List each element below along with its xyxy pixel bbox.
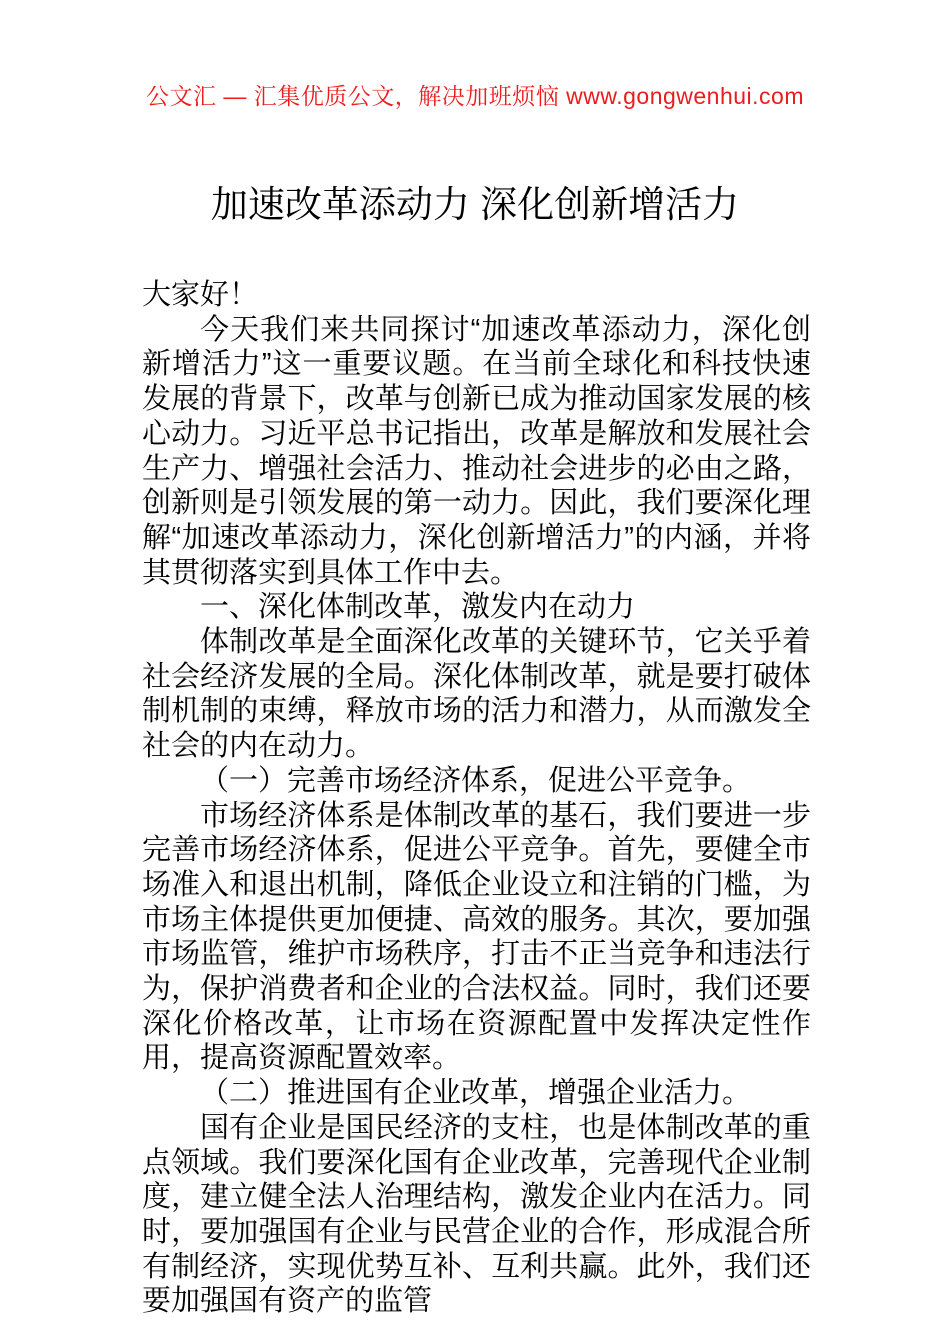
document-body	[142, 278, 811, 1319]
document-title: 加速改革添动力 深化创新增活力	[210, 184, 740, 225]
section-heading-1: 一、深化体制改革，激发内在动力	[200, 591, 636, 624]
subsection-heading-1-1: （一）完善市场经济体系，促进公平竞争。	[200, 764, 752, 797]
subsection-heading-1-2: （二）推进国有企业改革，增强企业活力。	[200, 1077, 752, 1110]
paragraph-subsection-1-1: 市场经济体系是体制改革的基石，我们要进一步完善市场经济体系，促进公平竞争。首先，要健全市场准入和退出机制，降低企业设立和注销的门槛，为市场主体提供更加便捷、高效的服务。其次，要加强市场监管，维护市场秩序，打击不正当竞争和违法行为，保护消费者和企业的合法权益。同时，我们还要深化价格改革，让市场在资源配置中发挥决定性作用，提高资源配置效率。	[142, 799, 811, 1075]
paragraph-section-1-intro: 体制改革是全面深化改革的关键环节，它关乎着社会经济发展的全局。深化体制改革，就是要打破体制机制的束缚，释放市场的活力和潜力，从而激发全社会的内在动力。	[142, 626, 811, 763]
site-watermark-header: 公文汇 — 汇集优质公文，解决加班烦恼 www.gongwenhui.com	[145, 83, 804, 109]
paragraph-greeting: 大家好！	[142, 279, 259, 311]
paragraph-intro: 今天我们来共同探讨“加速改革添动力，深化创新增活力”这一重要议题。在当前全球化和科技快速发展的背景下，改革与创新已成为推动国家发展的核心动力。习近平总书记指出，改革是解放和发展社会生产力、增强社会活力、推动社会进步的必由之路，创新则是引领发展的第一动力。因此，我们要深化理解“加速改革添动力，深化创新增活力”的内涵，并将其贯彻落实到具体工作中去。	[142, 313, 811, 589]
paragraph-subsection-1-2: 国有企业是国民经济的支柱，也是体制改革的重点领域。我们要深化国有企业改革，完善现代企业制度，建立健全法人治理结构，激发企业内在活力。同时，要加强国有企业与民营企业的合作，形成混合所有制经济，实现优势互补、互利共赢。此外，我们还要加强国有资产的监管	[142, 1111, 811, 1318]
